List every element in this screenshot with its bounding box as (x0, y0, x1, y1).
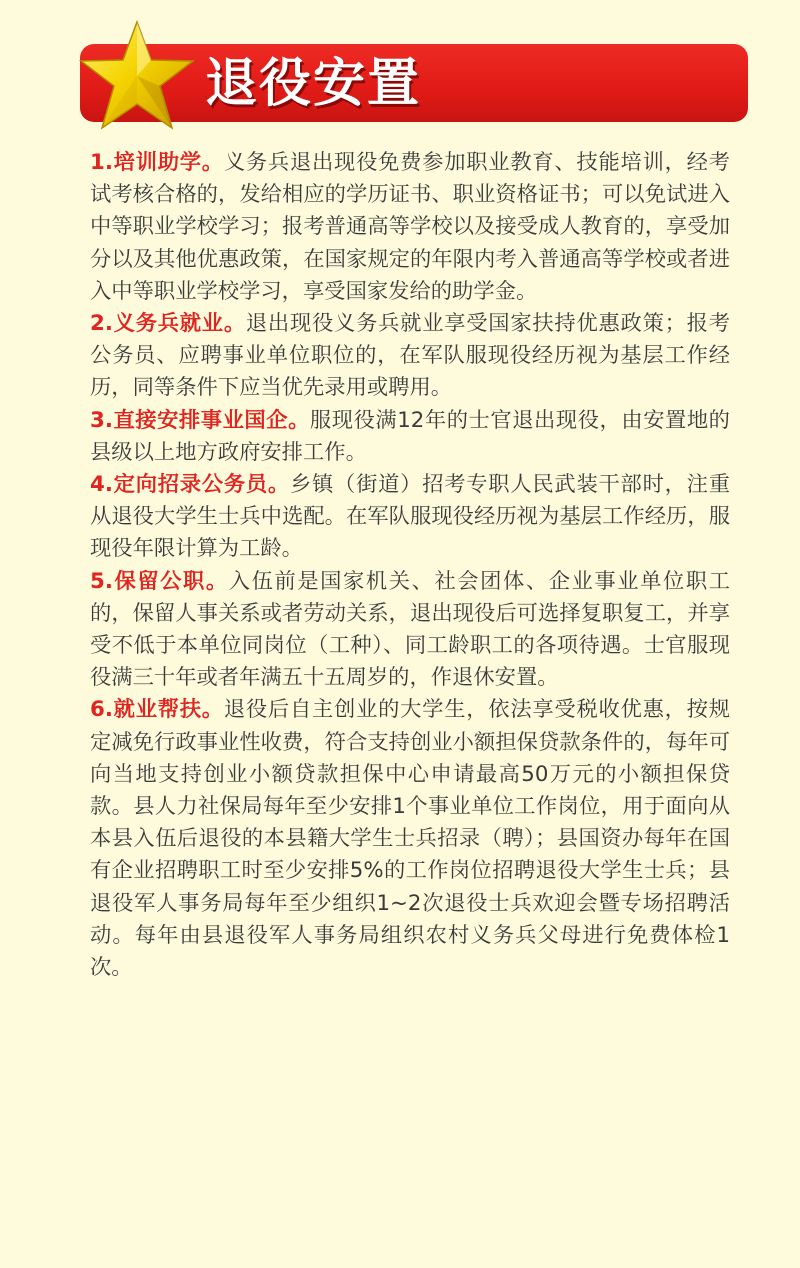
item-heading: 1.培训助学。 (90, 150, 224, 175)
list-item (90, 566, 730, 695)
page-title: 退役安置 (205, 54, 422, 114)
item-body: 义务兵退出现役免费参加职业教育、技能培训，经考试考核合格的，发给相应的学历证书、职业资格证书；可以免试进入中等职业学校学习；报考普通高等学校以及接受成人教育的，享受加分以及其他优惠政策，在国家规定的年限内考入普通高等学校或者进入中等职业学校学习，享受国家发给的助学金。 (90, 150, 730, 304)
list-item (90, 147, 730, 308)
star-icon (78, 20, 196, 132)
item-body: 乡镇（街道）招考专职人民武装干部时，注重从退役大学生士兵中选配。在军队服现役经历视为基层工作经历，服现役年限计算为工龄。 (90, 472, 730, 562)
policy-list (90, 147, 730, 984)
item-heading: 6.就业帮扶。 (90, 697, 224, 723)
list-item (90, 469, 730, 566)
item-body: 退役后自主创业的大学生，依法享受税收优惠，按规定减免行政事业性收费，符合支持创业小额担保贷款条件的，每年可向当地支持创业小额贷款担保中心申请最高50万元的小额担保贷款。县人力社保局每年至少安排1个事业单位工作岗位，用于面向从本县入伍后退役的本县籍大学生士兵招录（聘）；县国资办每年在国有企业招聘职工时至少安排5%的工作岗位招聘退役大学生士兵；县退役军人事务局每年至少组织1~2次退役士兵欢迎会暨专场招聘活动。每年由县退役军人事务局组织农村义务兵父母进行免费体检1次。 (90, 697, 730, 981)
item-body: 退出现役义务兵就业享受国家扶持优惠政策；报考公务员、应聘事业单位职位的，在军队服现役经历视为基层工作经历，同等条件下应当优先录用或聘用。 (90, 311, 730, 401)
item-body: 入伍前是国家机关、社会团体、企业事业单位职工的，保留人事关系或者劳动关系，退出现役后可选择复职复工，并享受不低于本单位同岗位（工种）、同工龄职工的各项待遇。士官服现役满三十年或者年满五十五周岁的，作退休安置。 (90, 568, 730, 691)
item-heading: 5.保留公职。 (90, 568, 229, 594)
list-item (90, 308, 730, 405)
item-heading: 3.直接安排事业国企。 (90, 407, 310, 433)
list-item (90, 405, 730, 469)
list-item (90, 694, 730, 984)
item-body: 服现役满12年的士官退出现役，由安置地的县级以上地方政府安排工作。 (90, 407, 730, 465)
item-heading: 4.定向招录公务员。 (90, 472, 290, 498)
item-heading: 2.义务兵就业。 (90, 311, 246, 337)
